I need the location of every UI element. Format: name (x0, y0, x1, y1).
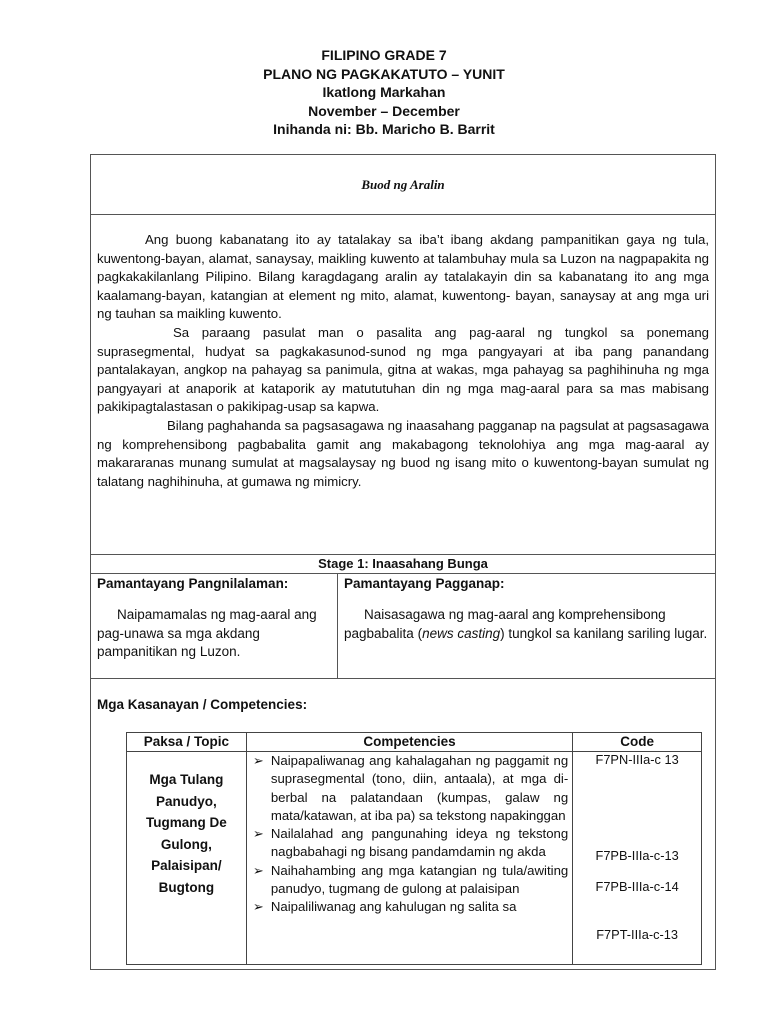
summary-paragraph: Bilang paghahanda sa pagsasagawa ng inaasahang pagganap na pagsulat at pagsasagawa ng komprehensibong pagbabalita gamit ang makabagong teknolohiya ang mga mag-aaral ay makararanas munang sumulat at magsalaysay ng buod ng isang mito o kuwentong-bayan sumulat ng talatang naghihinuha, at gumawa ng mimicry. (97, 417, 709, 489)
lesson-plan-frame (90, 154, 716, 970)
competencies-table (126, 732, 702, 965)
topic-column-header: Paksa / Topic (127, 733, 247, 752)
code-column-header: Code (573, 733, 702, 752)
column-divider (337, 573, 338, 678)
divider (91, 678, 715, 679)
list-item: ➢ Nailalahad ang pangunahing ideya ng tekstong nagbabahagi ng bisang pandamdamin ng akda (252, 826, 569, 860)
arrow-bullet-icon: ➢ (252, 899, 264, 915)
stage-title: Stage 1: Inaasahang Bunga (318, 556, 488, 571)
summary-text (97, 231, 709, 491)
buod-title: Buod ng Aralin (361, 177, 445, 192)
competencies-cell (246, 752, 572, 965)
divider (91, 214, 715, 215)
competency-code: F7PB-IIIa-c-14 (595, 879, 679, 894)
header-quarter: Ikatlong Markahan (322, 84, 446, 100)
header-months: November – December (308, 102, 460, 119)
competencies-heading: Mga Kasanayan / Competencies: (97, 697, 308, 712)
performance-standard-heading: Pamantayang Pagganap: (344, 576, 505, 591)
performance-standard-text: Naisasagawa ng mag-aaral ang komprehensibong pagbabalita (news casting) tungkol sa kanilang sariling lugar. (344, 607, 708, 641)
competency-code: F7PT-IIIa-c-13 (596, 927, 678, 942)
competencies-column-header: Competencies (246, 733, 572, 752)
header-subject: FILIPINO GRADE 7 (321, 47, 447, 63)
arrow-bullet-icon: ➢ (252, 826, 264, 842)
list-item: ➢ Naipaliliwanag ang kahulugan ng salita sa (249, 898, 568, 916)
arrow-bullet-icon: ➢ (252, 753, 264, 768)
divider (91, 573, 715, 574)
document-header (0, 46, 768, 139)
content-standard-text: Naipamamalas ng mag-aaral ang pag-unawa sa mga akdang pampanitikan ng Luzon. (97, 607, 317, 659)
competency-code: F7PN-IIIa-c 13 (595, 752, 679, 767)
table-row (127, 752, 702, 965)
list-item: ➢ Naipapaliwanag ang kahalagahan ng paggamit ng suprasegmental (tono, diin, antaala), at mga di-berbal na palatandaan (kumpas, galaw ng mata/katawan, at iba pa) sa tekstong napakinggan (252, 753, 569, 823)
header-plan-title: PLANO NG PAGKAKATUTO – YUNIT (263, 65, 505, 82)
table-header-row (127, 733, 702, 752)
header-author: Inihanda ni: Bb. Maricho B. Barrit (273, 121, 495, 137)
summary-paragraph: Sa paraang pasulat man o pasalita ang pag-aaral ng tungkol sa ponemang suprasegmental, hudyat sa pagkakasunod-sunod ng mga pangyayari at iba pang panandang pantalakayan, angkop na pahayag sa panimula, gitna at wakas, mga pahayag sa paghihinuha ng mga pangyayari at anaporik at kataporik ay matututuhan din ng mga mag-aaral para sa mas mabisang pakikipagtalastasan o pakikipag-usap sa kapwa. (97, 324, 709, 415)
arrow-bullet-icon: ➢ (252, 862, 264, 878)
topic-cell: Mga Tulang Panudyo, Tugmang De Gulong, Palaisipan/ Bugtong (127, 752, 247, 965)
list-item: ➢ Naihahambing ang mga katangian ng tula/awiting panudyo, tugmang de gulong at palaisipan (252, 862, 569, 897)
summary-paragraph: Ang buong kabanatang ito ay tatalakay sa iba’t ibang akdang pampanitikan gaya ng tula, kuwentong-bayan, alamat, sanaysay, maikling kuwento at talambuhay mula sa Luzon na nagpapakita ng pagkakakilanlang Pilipino. Bilang karagdagang aralin ay tatalakayin din sa kabanatang ito ang mga kaalamang-bayan, katangian at element ng mito, alamat, kuwentong- bayan, sanaysay at ang mga uri ng tauhan sa maikling kuwento. (97, 232, 709, 322)
divider (91, 554, 715, 555)
competency-code: F7PB-IIIa-c-13 (595, 848, 679, 863)
codes-cell (573, 752, 702, 965)
content-standard-heading: Pamantayang Pangnilalaman: (97, 576, 289, 591)
